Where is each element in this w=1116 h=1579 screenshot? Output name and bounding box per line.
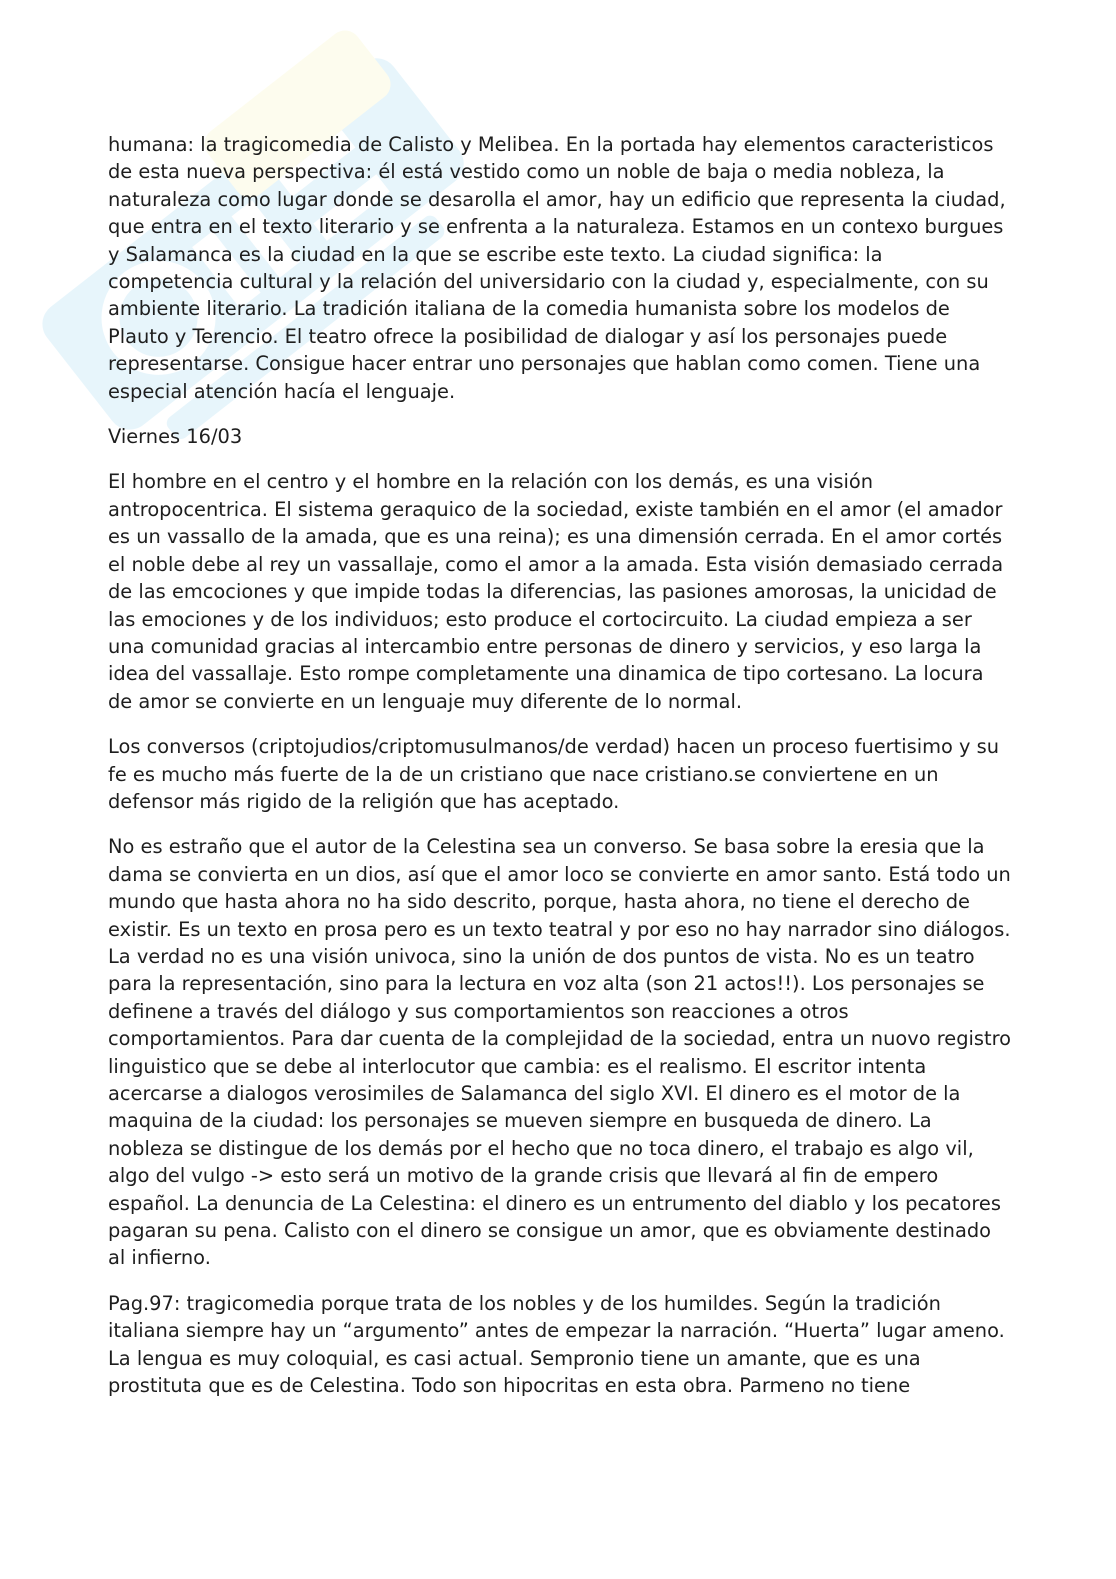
paragraph-conversos: Los conversos (criptojudios/criptomusulmanos/de verdad) hacen un proceso fuertisimo y su fe es mucho más fuerte de la de un cristiano que nace cristiano.se conviertene en un defensor más rigido de la religión que has aceptado. (108, 735, 1000, 813)
paragraph-celestina: No es estraño que el autor de la Celestina sea un converso. Se basa sobre la eresia que la dama se convierta en un dios, así que el amor loco se convierte en amor santo. Está todo un mundo que hasta ahora no ha sido descrito, porque, hasta ahora, no tiene el derecho de existir. Es un texto en prosa pero es un texto teatral y por eso no hay narrador sino diálogos. La verdad no es una visión univoca, sino la unión de dos puntos de vista. No es un teatro para la representación, sino para la lectura en voz alta (son 21 actos!!). Los personajes se definene a través del diálogo y sus comportamientos son reacciones a otros comportamientos. Para dar cuenta de la complejidad de la sociedad, entra un nuovo registro linguistico que se debe al interlocutor que cambia: es el realismo. El escritor intenta acercarse a dialogos verosimiles de Salamanca del siglo XVI. El dinero es el motor de la maquina de la ciudad: los personajes se mueven siempre en busqueda de dinero. La nobleza se distingue de los demás por el hecho que no toca dinero, el trabajo es algo vil, algo del vulgo -> esto será un motivo de la grande crisis que llevará al fin de empero español. La denuncia de La Celestina: el dinero es un entrumento del diablo y los pecatores pagaran su pena. Calisto con el dinero se consigue un amor, que es obviamente destinado al infierno. (108, 835, 1012, 1270)
document-body (108, 131, 1013, 1417)
paragraph-intro: humana: la tragicomedia de Calisto y Melibea. En la portada hay elementos caracteristicos de esta nueva perspectiva: él está vestido como un noble de baja o media nobleza, la naturaleza como lugar donde se desarolla el amor, hay un edificio que representa la ciudad, que entra en el texto literario y se enfrenta a la naturaleza. Estamos en un contexo burgues y Salamanca es la ciudad en la que se escribe este texto. La ciudad significa: la competencia cultural y la relación del universidario con la ciudad y, especialmente, con su ambiente literario. La tradición italiana de la comedia humanista sobre los modelos de Plauto y Terencio. El teatro ofrece la posibilidad de dialogar y así los personajes puede representarse. Consigue hacer entrar uno personajes que hablan como comen. Tiene una especial atención hacía el lenguaje. (108, 133, 1006, 403)
paragraph-antropocentrica: El hombre en el centro y el hombre en la relación con los demás, es una visión antropocentrica. El sistema geraquico de la sociedad, existe también en el amor (el amador es un vassallo de la amada, que es una reina); es una dimensión cerrada. En el amor cortés el noble debe al rey un vassallaje, como el amor a la amada. Esta visión demasiado cerrada de las emcociones y que impide todas la diferencias, las pasiones amorosas, la unicidad de las emociones y de los individuos; esto produce el cortocircuito. La ciudad empieza a ser una comunidad gracias al intercambio entre personas de dinero y servicios, y eso larga la idea del vassallaje. Esto rompe completamente una dinamica de tipo cortesano. La locura de amor se convierte en un lenguaje muy diferente de lo normal. (108, 470, 1004, 713)
paragraph-pag97: Pag.97: tragicomedia porque trata de los nobles y de los humildes. Según la tradición italiana siempre hay un “argumento” antes de empezar la narración. “Huerta” lugar ameno. La lengua es muy coloquial, es casi actual. Sempronio tiene un amante, que es una prostituta que es de Celestina. Todo son hipocritas en esta obra. Parmeno no tiene (108, 1291, 1005, 1398)
section-date: Viernes 16/03 (108, 425, 243, 449)
